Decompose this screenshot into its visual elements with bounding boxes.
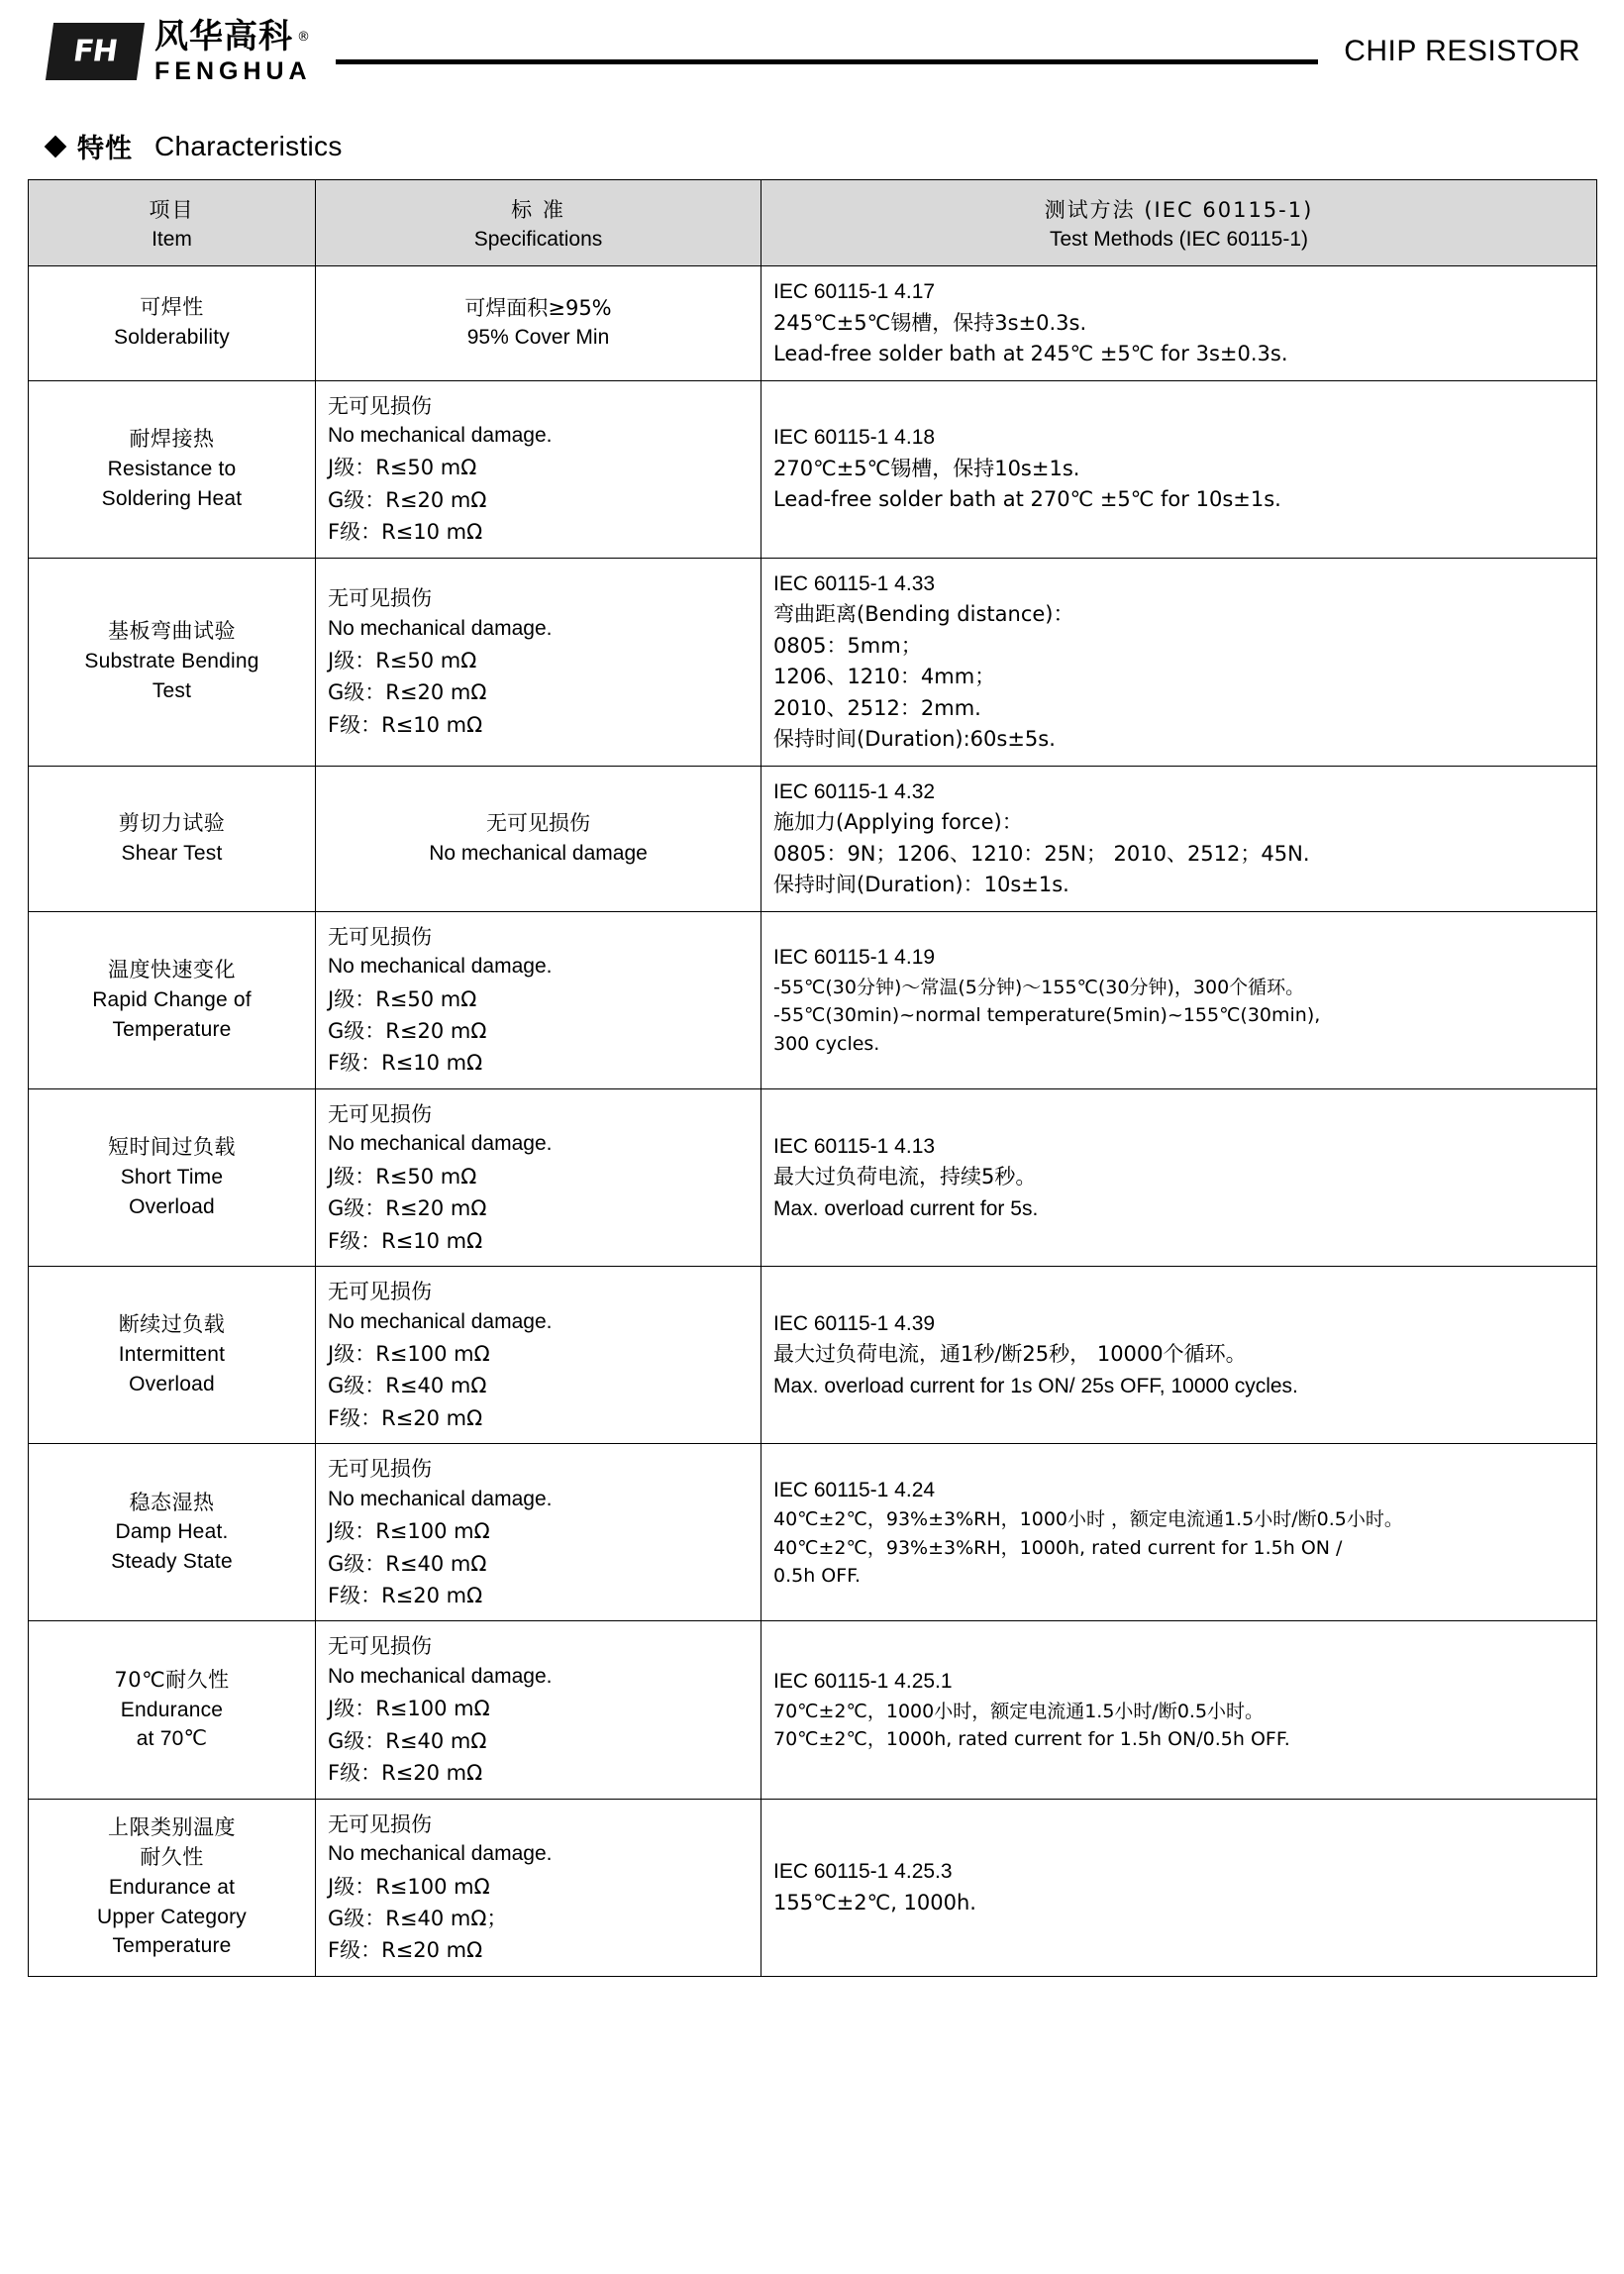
item-label-en: Substrate Bending bbox=[84, 650, 259, 673]
test-method-line: 最大过负荷电流，通1秒/断25秒， 10000个循环。 bbox=[773, 1342, 1247, 1367]
specification-line: G级：R≤40 mΩ bbox=[328, 1374, 487, 1398]
specification-line: 无可见损伤 bbox=[486, 811, 590, 836]
cell-item bbox=[29, 380, 316, 558]
cell-specifications bbox=[316, 266, 761, 381]
item-label-en: at 70℃ bbox=[136, 1727, 208, 1751]
specification-line: 无可见损伤 bbox=[328, 1280, 432, 1304]
item-label-en: Overload bbox=[129, 1373, 215, 1396]
item-label-en: Endurance bbox=[120, 1698, 224, 1721]
cell-test-method bbox=[761, 266, 1597, 381]
specification-line: J级：R≤50 mΩ bbox=[328, 648, 477, 672]
cell-test-method bbox=[761, 380, 1597, 558]
cell-specifications bbox=[316, 766, 761, 911]
item-label-en: Rapid Change of bbox=[92, 987, 252, 1011]
column-header-method-en: Test Methods (IEC 60115-1) bbox=[1049, 228, 1309, 251]
item-label-en: Test bbox=[152, 679, 192, 703]
test-method-line: 2010、2512：2mm. bbox=[773, 695, 981, 720]
specification-line: No mechanical damage. bbox=[328, 1842, 553, 1866]
specification-line: G级：R≤20 mΩ bbox=[328, 1019, 487, 1043]
table-row bbox=[29, 1621, 1597, 1799]
cell-item bbox=[29, 1799, 316, 1976]
column-header-item-en: Item bbox=[152, 228, 192, 251]
section-title-en: Characteristics bbox=[154, 130, 343, 161]
column-header-method-cn: 测试方法 (IEC 60115-1) bbox=[1044, 198, 1314, 222]
test-method-line: IEC 60115-1 4.17 bbox=[773, 280, 936, 303]
table-header-row bbox=[29, 180, 1597, 266]
table-row bbox=[29, 911, 1597, 1088]
test-method-line: IEC 60115-1 4.32 bbox=[773, 779, 936, 803]
specification-line: 无可见损伤 bbox=[328, 393, 432, 418]
test-method-line: IEC 60115-1 4.19 bbox=[773, 946, 936, 970]
item-label-en: Endurance at bbox=[108, 1875, 236, 1899]
test-method-line: 300 cycles. bbox=[773, 1032, 880, 1055]
specification-line: No mechanical damage. bbox=[328, 955, 553, 979]
item-label-en: Temperature bbox=[112, 1017, 232, 1041]
item-label-cn: 断续过负载 bbox=[118, 1312, 226, 1337]
brand-text bbox=[154, 16, 312, 85]
fenghua-logo-icon bbox=[46, 23, 145, 80]
item-label-en: Intermittent bbox=[118, 1343, 226, 1367]
table-row bbox=[29, 1444, 1597, 1621]
specification-line: 可焊面积≥95% bbox=[464, 295, 612, 320]
specification-line: 无可见损伤 bbox=[328, 586, 432, 611]
page-header bbox=[28, 0, 1596, 85]
cell-test-method bbox=[761, 766, 1597, 911]
specification-line: No mechanical damage. bbox=[328, 1132, 553, 1156]
specification-line: F级：R≤10 mΩ bbox=[328, 520, 483, 545]
cell-specifications bbox=[316, 1444, 761, 1621]
cell-specifications bbox=[316, 1088, 761, 1266]
specification-line: No mechanical damage. bbox=[328, 423, 553, 447]
test-method-line: 270℃±5℃锡槽，保持10s±1s. bbox=[773, 456, 1080, 480]
test-method-line: Lead-free solder bath at 270℃ ±5℃ for 10s±1s. bbox=[773, 487, 1281, 512]
cell-test-method bbox=[761, 1444, 1597, 1621]
item-label-en: Soldering Heat bbox=[101, 486, 243, 510]
test-method-line: 155℃±2℃, 1000h. bbox=[773, 1890, 976, 1914]
item-label-en: Short Time bbox=[120, 1166, 224, 1189]
test-method-line: 70℃±2℃，1000小时，额定电流通1.5小时/断0.5小时。 bbox=[773, 1700, 1265, 1722]
test-method-line: 0.5h OFF. bbox=[773, 1565, 862, 1588]
column-header-spec-en: Specifications bbox=[473, 228, 603, 251]
table-row bbox=[29, 558, 1597, 766]
item-label-cn: 可焊性 bbox=[140, 295, 204, 320]
test-method-line: 最大过负荷电流，持续5秒。 bbox=[773, 1165, 1037, 1189]
test-method-line: IEC 60115-1 4.33 bbox=[773, 571, 936, 595]
table-body bbox=[29, 266, 1597, 1977]
test-method-line: IEC 60115-1 4.18 bbox=[773, 426, 936, 450]
test-method-line: 保持时间(Duration):60s±5s. bbox=[773, 727, 1056, 752]
specification-line: No mechanical damage bbox=[429, 841, 648, 865]
registered-trademark-icon: ® bbox=[297, 30, 310, 46]
specification-line: 无可见损伤 bbox=[328, 1811, 432, 1836]
diamond-bullet-icon bbox=[45, 135, 67, 157]
specification-line: F级：R≤10 mΩ bbox=[328, 712, 483, 737]
specification-line: 无可见损伤 bbox=[328, 1101, 432, 1126]
section-title-cn: 特性 bbox=[77, 134, 133, 164]
specification-line: J级：R≤100 mΩ bbox=[328, 1697, 490, 1721]
cell-item bbox=[29, 1267, 316, 1444]
cell-item bbox=[29, 766, 316, 911]
cell-test-method bbox=[761, 558, 1597, 766]
specification-line: 无可见损伤 bbox=[328, 1457, 432, 1482]
test-method-line: 保持时间(Duration)：10s±1s. bbox=[773, 873, 1069, 897]
specification-line: J级：R≤100 mΩ bbox=[328, 1519, 490, 1544]
cell-test-method bbox=[761, 911, 1597, 1088]
cell-specifications bbox=[316, 1267, 761, 1444]
specification-line: G级：R≤40 mΩ bbox=[328, 1551, 487, 1576]
specification-line: J级：R≤50 mΩ bbox=[328, 986, 477, 1011]
test-method-line: 70℃±2℃，1000h, rated current for 1.5h ON/0.5h OFF. bbox=[773, 1728, 1290, 1751]
specification-line: G级：R≤20 mΩ bbox=[328, 680, 487, 705]
test-method-line: 40℃±2℃，93%±3%RH，1000h, rated current for 1.5h ON / bbox=[773, 1536, 1343, 1559]
specification-line: J级：R≤100 mΩ bbox=[328, 1341, 490, 1366]
test-method-line: 0805：9N；1206、1210：25N； 2010、2512；45N. bbox=[773, 841, 1310, 866]
test-method-line: 40℃±2℃，93%±3%RH，1000小时 ，额定电流通1.5小时/断0.5小时。 bbox=[773, 1508, 1403, 1531]
table-row bbox=[29, 766, 1597, 911]
table-header bbox=[29, 180, 1597, 266]
table-row bbox=[29, 266, 1597, 381]
header-title: CHIP RESISTOR bbox=[1344, 35, 1580, 67]
brand-name-cn-row bbox=[154, 16, 312, 56]
brand-name-en: FENGHUA bbox=[154, 56, 312, 85]
specification-line: No mechanical damage. bbox=[328, 1309, 553, 1333]
specification-line: 无可见损伤 bbox=[328, 1634, 432, 1659]
cell-item bbox=[29, 558, 316, 766]
cell-item bbox=[29, 911, 316, 1088]
cell-specifications bbox=[316, 558, 761, 766]
cell-test-method bbox=[761, 1799, 1597, 1976]
specification-line: 95% Cover Min bbox=[466, 326, 610, 350]
item-label-en: Solderability bbox=[114, 326, 230, 350]
specification-line: G级：R≤40 mΩ bbox=[328, 1728, 487, 1753]
specification-line: F级：R≤20 mΩ bbox=[328, 1405, 483, 1430]
test-method-line: Lead-free solder bath at 245℃ ±5℃ for 3s±0.3s. bbox=[773, 342, 1288, 365]
table-row bbox=[29, 1088, 1597, 1266]
header-divider bbox=[336, 59, 1319, 64]
item-label-cn: 70℃耐久性 bbox=[114, 1667, 230, 1692]
item-label-en: Shear Test bbox=[121, 841, 223, 865]
item-label-en: Temperature bbox=[112, 1934, 232, 1958]
specification-line: G级：R≤20 mΩ bbox=[328, 1196, 487, 1221]
test-method-line: -55℃(30min)~normal temperature(5min)~155℃(30min), bbox=[773, 1004, 1321, 1027]
item-label-cn: 剪切力试验 bbox=[118, 810, 226, 835]
test-method-line: IEC 60115-1 4.25.3 bbox=[773, 1860, 953, 1884]
cell-test-method bbox=[761, 1621, 1597, 1799]
item-label-cn: 短时间过负载 bbox=[108, 1135, 236, 1160]
cell-specifications bbox=[316, 1799, 761, 1976]
specification-line: G级：R≤40 mΩ； bbox=[328, 1906, 508, 1930]
column-header-item bbox=[29, 180, 316, 266]
item-label-cn: 基板弯曲试验 bbox=[108, 619, 236, 644]
column-header-spec-cn: 标 准 bbox=[511, 198, 565, 222]
specification-line: F级：R≤10 mΩ bbox=[328, 1051, 483, 1076]
item-label-en: Steady State bbox=[111, 1550, 233, 1574]
specification-line: J级：R≤50 mΩ bbox=[328, 1164, 477, 1189]
cell-specifications bbox=[316, 380, 761, 558]
test-method-line: IEC 60115-1 4.24 bbox=[773, 1478, 936, 1501]
table-row bbox=[29, 1799, 1597, 1976]
cell-item bbox=[29, 1444, 316, 1621]
specification-line: No mechanical damage. bbox=[328, 1664, 553, 1688]
characteristics-table bbox=[28, 179, 1597, 1977]
specification-line: J级：R≤50 mΩ bbox=[328, 456, 477, 480]
item-label-en: Damp Heat. bbox=[115, 1520, 229, 1544]
specification-line: G级：R≤20 mΩ bbox=[328, 487, 487, 512]
specification-line: J级：R≤100 mΩ bbox=[328, 1874, 490, 1899]
specification-line: F级：R≤20 mΩ bbox=[328, 1761, 483, 1786]
test-method-line: IEC 60115-1 4.39 bbox=[773, 1311, 936, 1335]
item-label-cn: 上限类别温度 bbox=[108, 1815, 236, 1840]
cell-item bbox=[29, 1088, 316, 1266]
test-method-line: 245℃±5℃锡槽，保持3s±0.3s. bbox=[773, 310, 1087, 335]
cell-item bbox=[29, 1621, 316, 1799]
test-method-line: 施加力(Applying force)： bbox=[773, 810, 1023, 835]
specification-line: No mechanical damage. bbox=[328, 616, 553, 640]
test-method-line: -55℃(30分钟)～常温(5分钟)～155℃(30分钟)，300个循环。 bbox=[773, 976, 1305, 998]
specification-line: F级：R≤20 mΩ bbox=[328, 1584, 483, 1607]
test-method-line: IEC 60115-1 4.25.1 bbox=[773, 1670, 953, 1694]
item-label-cn: 耐焊接热 bbox=[129, 426, 215, 451]
table-row bbox=[29, 380, 1597, 558]
cell-item bbox=[29, 266, 316, 381]
specification-line: F级：R≤20 mΩ bbox=[328, 1938, 483, 1963]
item-label-cn: 温度快速变化 bbox=[108, 958, 236, 982]
brand-logo bbox=[50, 16, 312, 85]
item-label-en: Resistance to bbox=[107, 457, 237, 480]
test-method-line: Max. overload current for 5s. bbox=[773, 1196, 1039, 1220]
item-label-en: Upper Category bbox=[96, 1905, 248, 1928]
specification-line: F级：R≤10 mΩ bbox=[328, 1228, 483, 1253]
specification-line: 无可见损伤 bbox=[328, 924, 432, 949]
cell-test-method bbox=[761, 1088, 1597, 1266]
cell-specifications bbox=[316, 1621, 761, 1799]
column-header-specifications bbox=[316, 180, 761, 266]
column-header-test-methods bbox=[761, 180, 1597, 266]
logo-mark-text: FH bbox=[70, 34, 120, 69]
specification-line: No mechanical damage. bbox=[328, 1487, 553, 1510]
test-method-line: 0805：5mm； bbox=[773, 633, 922, 658]
item-label-cn: 稳态湿热 bbox=[129, 1490, 215, 1514]
test-method-line: Max. overload current for 1s ON/ 25s OFF, 10000 cycles. bbox=[773, 1374, 1298, 1397]
cell-test-method bbox=[761, 1267, 1597, 1444]
brand-name-cn: 风华高科 bbox=[154, 16, 293, 56]
cell-specifications bbox=[316, 911, 761, 1088]
test-method-line: 弯曲距离(Bending distance)： bbox=[773, 602, 1074, 627]
column-header-item-cn: 项目 bbox=[149, 198, 195, 222]
test-method-line: IEC 60115-1 4.13 bbox=[773, 1134, 936, 1158]
test-method-line: 1206、1210：4mm； bbox=[773, 665, 996, 689]
section-heading bbox=[48, 127, 1596, 165]
item-label-cn: 耐久性 bbox=[140, 1845, 204, 1869]
table-row bbox=[29, 1267, 1597, 1444]
item-label-en: Overload bbox=[129, 1194, 215, 1218]
